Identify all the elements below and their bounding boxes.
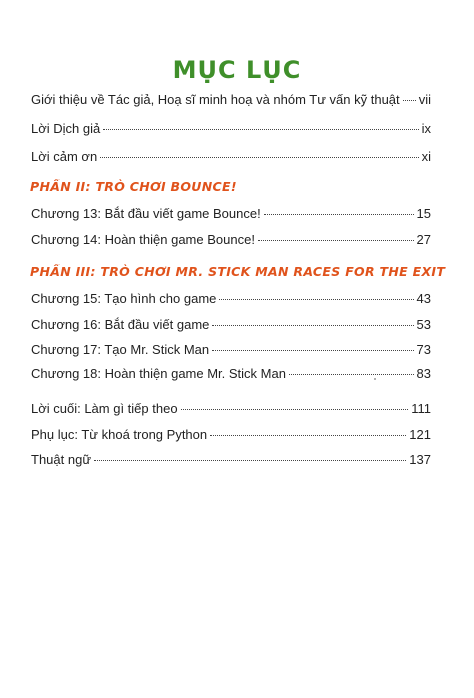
page-speck (374, 378, 376, 380)
entry-text: Giới thiệu về Tác giả, Hoạ sĩ minh hoạ và nhóm Tư vấn kỹ thuật (31, 92, 400, 107)
dot-leader (219, 299, 413, 300)
dot-leader (403, 100, 416, 101)
entry-page: 73 (416, 342, 431, 357)
dot-leader (181, 409, 409, 410)
entry-text: Chương 14: Hoàn thiện game Bounce! (31, 232, 255, 247)
toc-entry[interactable] (31, 317, 431, 332)
entry-page: 121 (409, 427, 431, 442)
entry-text: Lời Dịch giả (31, 121, 101, 136)
toc-entry[interactable] (31, 232, 431, 247)
dot-leader (289, 374, 414, 375)
entry-page: 53 (416, 317, 431, 332)
entry-text: Chương 16: Bắt đầu viết game (31, 317, 210, 332)
entry-page: vii (418, 92, 431, 107)
section-heading-part3: PHẦN III: TRÒ CHƠI MR. STICK MAN RACES FOR THE EXIT (30, 264, 446, 279)
entry-page: ix (421, 121, 431, 136)
toc-entry[interactable] (31, 92, 431, 107)
entry-page: xi (421, 149, 431, 164)
entry-text: Lời cuối: Làm gì tiếp theo (31, 401, 178, 416)
dot-leader (212, 325, 413, 326)
toc-entry[interactable] (31, 427, 431, 442)
page-title: MỤC LỤC (172, 56, 302, 84)
entry-text: Thuật ngữ (31, 452, 92, 467)
dot-leader (103, 129, 418, 130)
entry-page: 111 (411, 401, 431, 416)
entry-text: Chương 17: Tạo Mr. Stick Man (31, 342, 210, 357)
dot-leader (100, 157, 418, 158)
entry-page: 137 (409, 452, 431, 467)
toc-entry[interactable] (31, 342, 431, 357)
toc-entry[interactable] (31, 291, 431, 306)
toc-entry[interactable] (31, 121, 431, 136)
entry-text: Lời cảm ơn (31, 149, 98, 164)
entry-page: 43 (416, 291, 431, 306)
entry-text: Phụ lục: Từ khoá trong Python (31, 427, 208, 442)
entry-page: 83 (416, 366, 431, 381)
entry-text: Chương 13: Bắt đầu viết game Bounce! (31, 206, 261, 221)
dot-leader (264, 214, 414, 215)
dot-leader (210, 435, 406, 436)
toc-entry[interactable] (31, 206, 431, 221)
toc-entry[interactable] (31, 366, 431, 381)
dot-leader (258, 240, 414, 241)
entry-text: Chương 15: Tạo hình cho game (31, 291, 217, 306)
toc-entry[interactable] (31, 149, 431, 164)
dot-leader (94, 460, 406, 461)
entry-text: Chương 18: Hoàn thiện game Mr. Stick Man (31, 366, 286, 381)
entry-page: 27 (416, 232, 431, 247)
section-heading-part2: PHẦN II: TRÒ CHƠI BOUNCE! (30, 179, 237, 194)
entry-page: 15 (416, 206, 431, 221)
toc-entry[interactable] (31, 401, 431, 416)
toc-entry[interactable] (31, 452, 431, 467)
dot-leader (212, 350, 413, 351)
